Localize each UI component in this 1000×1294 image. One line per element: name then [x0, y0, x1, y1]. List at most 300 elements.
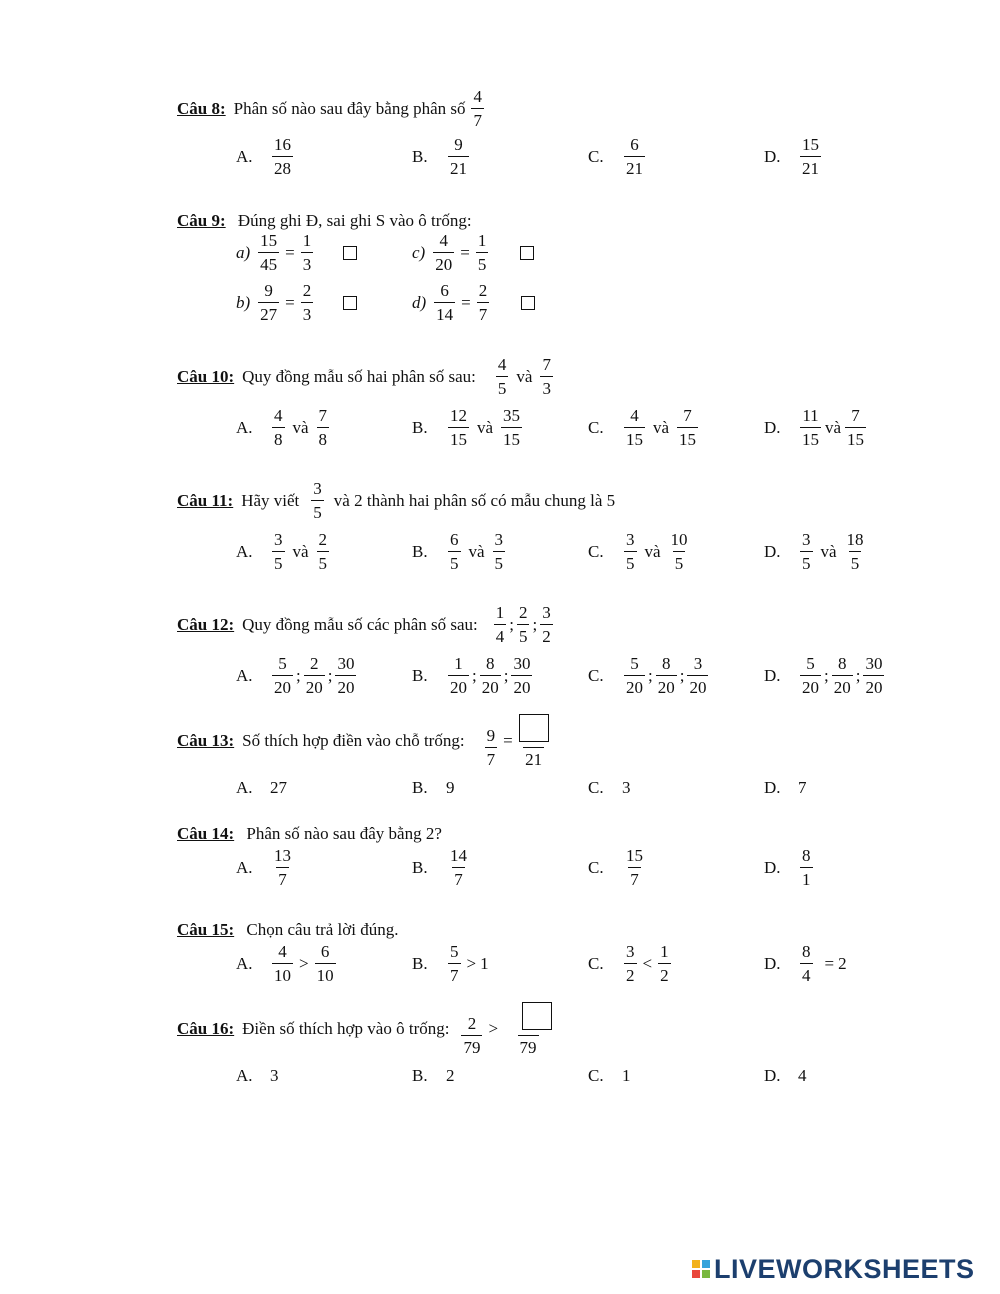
numerator: 35 [503, 406, 521, 425]
numerator [504, 1002, 552, 1035]
q16-question [177, 1002, 554, 1056]
denominator: 2 [624, 963, 637, 984]
option-fraction [448, 136, 469, 177]
denominator: 8 [272, 427, 285, 448]
numerator: 8 [802, 942, 811, 961]
q11-text-after: và 2 thành hai phân số có mẫu chung là 5 [333, 490, 616, 510]
denominator: 5 [800, 551, 813, 572]
denominator: 21 [523, 747, 544, 768]
option-letter: D. [764, 541, 781, 561]
comparison-sign: < [642, 953, 653, 973]
option-fraction [448, 943, 461, 984]
numerator: 13 [274, 846, 291, 865]
q14-option-d[interactable] [764, 847, 815, 888]
denominator: 7 [276, 867, 289, 888]
fraction [540, 604, 553, 645]
item-tag: c) [412, 242, 426, 262]
q15-option-d[interactable] [764, 943, 847, 984]
numerator: 4 [630, 406, 639, 425]
equals-sign: = [461, 292, 471, 312]
comparison-sign: > [299, 953, 309, 973]
q12-option-c[interactable] [588, 655, 710, 696]
q11-option-c[interactable] [588, 531, 692, 572]
item-tag: a) [236, 242, 251, 262]
option-value: 9 [446, 778, 455, 797]
numerator: 15 [802, 135, 819, 154]
right-fraction [477, 282, 490, 323]
numerator: 30 [337, 654, 355, 673]
option-fraction [624, 655, 645, 696]
left-fraction [461, 1015, 482, 1056]
q10-fraction-1 [496, 356, 509, 397]
conjunction: và [292, 417, 309, 437]
numerator: 10 [670, 530, 688, 549]
denominator: 21 [448, 156, 469, 177]
numerator: 3 [693, 654, 703, 673]
q11-options [0, 531, 1000, 581]
q16-option-d[interactable] [764, 1066, 807, 1086]
option-letter: D. [764, 857, 781, 877]
denominator: 3 [540, 376, 553, 397]
numerator: 9 [454, 135, 463, 154]
denominator: 5 [448, 551, 461, 572]
numerator: 3 [494, 530, 504, 549]
separator: ; [503, 665, 509, 685]
q13-options [0, 778, 1000, 828]
option-letter: A. [236, 417, 253, 437]
left-fraction [258, 282, 279, 323]
denominator: 10 [315, 963, 336, 984]
denominator: 27 [258, 302, 279, 323]
separator: ; [509, 614, 514, 634]
q14-label: Câu 14: [177, 824, 235, 843]
numerator: 1 [302, 231, 312, 250]
numerator: 2 [309, 654, 319, 673]
option-letter: A. [236, 778, 253, 797]
denominator: 7 [452, 867, 465, 888]
numerator: 5 [806, 654, 815, 673]
q12-question [177, 604, 555, 645]
denominator: 45 [258, 252, 279, 273]
q8-question [177, 88, 486, 129]
q13-option-b[interactable] [412, 778, 455, 798]
denominator: 15 [624, 427, 645, 448]
q13-option-d[interactable] [764, 778, 807, 798]
q12-options [0, 655, 1000, 705]
option-letter: B. [412, 953, 428, 973]
logo-square [702, 1260, 710, 1268]
option-value: 27 [270, 778, 287, 797]
comparison-sign: > [488, 1019, 499, 1038]
denominator: 20 [304, 675, 325, 696]
numerator: 7 [542, 355, 551, 374]
q14-option-a[interactable] [236, 847, 295, 888]
q9-item-c [412, 232, 534, 273]
option-fraction [493, 531, 506, 572]
q11-text-before: Hãy viết [241, 490, 300, 510]
numerator: 30 [513, 654, 531, 673]
logo-mark-icon [692, 1260, 710, 1278]
denominator: 5 [311, 500, 324, 521]
option-fraction [800, 943, 813, 984]
option-fraction [845, 531, 866, 572]
separator: ; [327, 665, 333, 685]
option-letter: C. [588, 1066, 604, 1085]
conjunction: và [644, 541, 661, 561]
separator: ; [855, 665, 861, 685]
denominator: 14 [434, 302, 455, 323]
q8-option-b[interactable] [412, 136, 471, 177]
option-fraction [624, 407, 645, 448]
numerator: 3 [626, 942, 635, 961]
option-letter: D. [764, 953, 781, 973]
separator: ; [532, 614, 538, 634]
numerator: 6 [630, 135, 639, 154]
q9-label: Câu 9: [177, 211, 226, 230]
numerator: 1 [454, 654, 463, 673]
numerator: 4 [274, 406, 283, 425]
denominator: 20 [480, 675, 501, 696]
q12-option-b[interactable] [412, 655, 534, 696]
option-fraction [832, 655, 853, 696]
denominator: 20 [335, 675, 356, 696]
option-letter: B. [412, 857, 428, 877]
option-letter: A. [236, 541, 253, 561]
option-value: 3 [622, 778, 631, 797]
option-letter: D. [764, 1066, 781, 1085]
numerator: 6 [320, 942, 330, 961]
option-letter: C. [588, 417, 604, 437]
q10-option-d[interactable] [764, 407, 868, 448]
q11-option-b[interactable] [412, 531, 507, 572]
option-fraction [624, 136, 645, 177]
q12-option-d[interactable] [764, 655, 886, 696]
option-fraction [335, 655, 356, 696]
option-fraction [317, 407, 330, 448]
q11-option-d[interactable] [764, 531, 868, 572]
answer-box[interactable] [519, 714, 549, 742]
denominator: 5 [624, 551, 637, 572]
option-letter: A. [236, 1066, 253, 1085]
q13-text: Số thích hợp điền vào chỗ trống: [242, 731, 465, 750]
numerator: 2 [302, 281, 312, 300]
option-letter: D. [764, 778, 781, 797]
equals-sign: = [285, 242, 295, 262]
right-fraction [301, 282, 314, 323]
denominator: 5 [476, 252, 489, 273]
answer-checkbox[interactable] [521, 296, 535, 310]
option-letter: D. [764, 417, 781, 437]
answer-checkbox[interactable] [520, 246, 534, 260]
q16-text: Điền số thích hợp vào ô trống: [242, 1019, 450, 1038]
denominator: 3 [301, 252, 314, 273]
option-fraction [624, 531, 637, 572]
numerator: 8 [661, 654, 671, 673]
denominator: 20 [448, 675, 469, 696]
numerator: 7 [683, 406, 692, 425]
numerator: 4 [473, 87, 482, 106]
numerator: 9 [264, 281, 273, 300]
q10-option-b[interactable] [412, 407, 524, 448]
separator: ; [679, 665, 685, 685]
option-fraction [448, 407, 469, 448]
denominator: 20 [511, 675, 532, 696]
denominator: 79 [518, 1035, 539, 1056]
numerator: 18 [846, 530, 864, 549]
q8-fraction [471, 88, 484, 129]
option-fraction [800, 655, 821, 696]
item-tag: d) [412, 292, 427, 312]
option-letter: C. [588, 778, 604, 797]
option-fraction [624, 847, 645, 888]
q12-label: Câu 12: [177, 614, 235, 634]
denominator: 20 [624, 675, 645, 696]
numerator: 8 [802, 846, 811, 865]
separator: ; [824, 665, 829, 685]
conjunction: và [468, 541, 485, 561]
numerator: 7 [318, 406, 328, 425]
option-letter: A. [236, 857, 253, 877]
numerator: 3 [274, 530, 283, 549]
option-letter: B. [412, 146, 428, 166]
numerator: 3 [313, 479, 322, 498]
option-letter: C. [588, 953, 604, 973]
right-fraction [519, 714, 549, 768]
conjunction: và [477, 417, 494, 437]
logo-square [692, 1260, 700, 1268]
q8-text: Phân số nào sau đây bằng phân số [233, 98, 466, 118]
option-letter: C. [588, 541, 604, 561]
denominator: 2 [658, 963, 671, 984]
numerator: 8 [837, 654, 847, 673]
q15-label: Câu 15: [177, 920, 235, 939]
option-letter: A. [236, 146, 253, 166]
denominator: 28 [272, 156, 293, 177]
denominator: 20 [832, 675, 853, 696]
denominator: 5 [517, 624, 530, 645]
option-fraction [448, 531, 461, 572]
numerator: 16 [274, 135, 291, 154]
numerator: 5 [630, 654, 639, 673]
q16-option-a[interactable] [236, 1066, 279, 1086]
q10-option-a[interactable] [236, 407, 331, 448]
numerator: 2 [467, 1014, 477, 1033]
denominator: 5 [272, 551, 285, 572]
option-fraction [272, 531, 285, 572]
denominator: 5 [849, 551, 862, 572]
left-fraction [433, 232, 454, 273]
q14-options [0, 847, 1000, 897]
left-fraction [485, 727, 498, 768]
denominator: 20 [863, 675, 884, 696]
numerator: 3 [802, 530, 811, 549]
option-fraction [480, 655, 501, 696]
separator: ; [296, 665, 301, 685]
q9-question [177, 211, 472, 231]
option-letter: C. [588, 146, 604, 166]
numerator: 4 [497, 355, 507, 374]
option-fraction [669, 531, 690, 572]
denominator: 5 [317, 551, 330, 572]
denominator: 10 [272, 963, 293, 984]
option-value: 3 [270, 1066, 279, 1085]
denominator: 15 [800, 427, 821, 448]
option-fraction [272, 136, 293, 177]
q11-option-a[interactable] [236, 531, 331, 572]
numerator: 2 [518, 603, 528, 622]
q16-label: Câu 16: [177, 1019, 235, 1038]
conjunction: và [516, 366, 533, 386]
q8-option-d[interactable] [764, 136, 823, 177]
conjunction: và [825, 417, 842, 437]
denominator: 15 [501, 427, 522, 448]
numerator: 6 [450, 530, 459, 549]
q16-option-c[interactable] [588, 1066, 631, 1086]
denominator: 5 [493, 551, 506, 572]
option-fraction [304, 655, 325, 696]
option-letter: B. [412, 778, 428, 797]
numerator: 5 [278, 654, 287, 673]
q10-text: Quy đồng mẫu số hai phân số sau: [242, 366, 476, 386]
q15-options [0, 943, 1000, 993]
logo-square [692, 1270, 700, 1278]
q11-label: Câu 11: [177, 490, 234, 510]
denominator: 5 [496, 376, 509, 397]
equals-sign: = [824, 953, 835, 973]
option-fraction [656, 655, 677, 696]
denominator: 7 [628, 867, 641, 888]
denominator: 7 [485, 747, 498, 768]
option-letter: B. [412, 1066, 428, 1085]
answer-checkbox[interactable] [343, 296, 357, 310]
q14-question [177, 824, 442, 844]
q12-text: Quy đồng mẫu số các phân số sau: [242, 614, 478, 634]
q10-option-c[interactable] [588, 407, 700, 448]
numerator [519, 714, 549, 747]
equals-sign: = [503, 731, 513, 750]
denominator: 15 [448, 427, 469, 448]
q13-option-c[interactable] [588, 778, 631, 798]
numerator: 3 [542, 603, 551, 622]
denominator: 79 [461, 1035, 482, 1056]
denominator: 15 [845, 427, 866, 448]
conjunction: và [292, 541, 309, 561]
q9-item-d [412, 282, 535, 323]
left-fraction [434, 282, 455, 323]
separator: ; [472, 665, 477, 685]
q15-option-b[interactable] [412, 943, 489, 984]
denominator: 7 [477, 302, 490, 323]
option-fraction [800, 136, 821, 177]
fraction [494, 604, 507, 645]
comparison-sign: > [466, 953, 477, 973]
q12-option-a[interactable] [236, 655, 358, 696]
option-value: 1 [622, 1066, 631, 1085]
option-letter: B. [412, 541, 428, 561]
q15-option-a[interactable] [236, 943, 338, 984]
q14-option-c[interactable] [588, 847, 647, 888]
denominator: 1 [800, 867, 813, 888]
logo-text: LIVEWORKSHEETS [714, 1253, 975, 1284]
option-fraction [863, 655, 884, 696]
numerator: 15 [260, 231, 278, 250]
q16-option-b[interactable] [412, 1066, 455, 1086]
numerator: 4 [439, 231, 448, 250]
option-letter: B. [412, 417, 428, 437]
option-fraction [677, 407, 698, 448]
denominator: 4 [800, 963, 813, 984]
left-fraction [258, 232, 279, 273]
right-value: 2 [838, 953, 847, 973]
numerator: 2 [478, 281, 488, 300]
numerator: 30 [865, 654, 883, 673]
item-tag: b) [236, 292, 251, 312]
right-fraction [504, 1002, 552, 1056]
q9-item-b [236, 282, 357, 323]
option-fraction [272, 943, 293, 984]
option-fraction [272, 847, 293, 888]
right-fraction [301, 232, 314, 273]
q11-fraction [311, 480, 324, 521]
option-fraction [448, 847, 469, 888]
numerator: 2 [318, 530, 328, 549]
q15-option-c[interactable] [588, 943, 673, 984]
q8-label: Câu 8: [177, 98, 226, 118]
numerator: 11 [802, 406, 819, 425]
q14-option-b[interactable] [412, 847, 471, 888]
right-value: 1 [480, 953, 489, 973]
denominator: 4 [494, 624, 507, 645]
answer-checkbox[interactable] [343, 246, 357, 260]
q8-options [0, 136, 1000, 186]
denominator: 7 [448, 963, 461, 984]
separator: ; [648, 665, 653, 685]
numerator: 1 [660, 942, 669, 961]
q8-option-c[interactable] [588, 136, 647, 177]
denominator: 2 [540, 624, 553, 645]
option-value: 7 [798, 778, 807, 797]
denominator: 8 [317, 427, 330, 448]
q8-option-a[interactable] [236, 136, 295, 177]
denominator: 3 [301, 302, 314, 323]
numerator: 8 [485, 654, 495, 673]
option-fraction [800, 531, 813, 572]
q13-option-a[interactable] [236, 778, 287, 798]
q14-text: Phân số nào sau đây bằng 2? [246, 824, 442, 843]
option-letter: C. [588, 665, 604, 685]
option-fraction [448, 655, 469, 696]
q10-options [0, 407, 1000, 457]
q15-text: Chọn câu trả lời đúng. [246, 920, 399, 939]
numerator: 15 [626, 846, 643, 865]
q9-item-a [236, 232, 357, 273]
numerator: 1 [477, 231, 487, 250]
numerator: 4 [278, 942, 287, 961]
option-value: 4 [798, 1066, 807, 1085]
option-value: 2 [446, 1066, 455, 1085]
right-fraction [476, 232, 489, 273]
option-fraction [687, 655, 708, 696]
answer-box[interactable] [522, 1002, 552, 1030]
option-fraction [800, 847, 813, 888]
option-letter: A. [236, 953, 253, 973]
fraction [517, 604, 530, 645]
numerator: 3 [626, 530, 635, 549]
denominator: 20 [272, 675, 293, 696]
denominator: 20 [687, 675, 708, 696]
q13-question [177, 714, 551, 768]
numerator: 12 [450, 406, 467, 425]
